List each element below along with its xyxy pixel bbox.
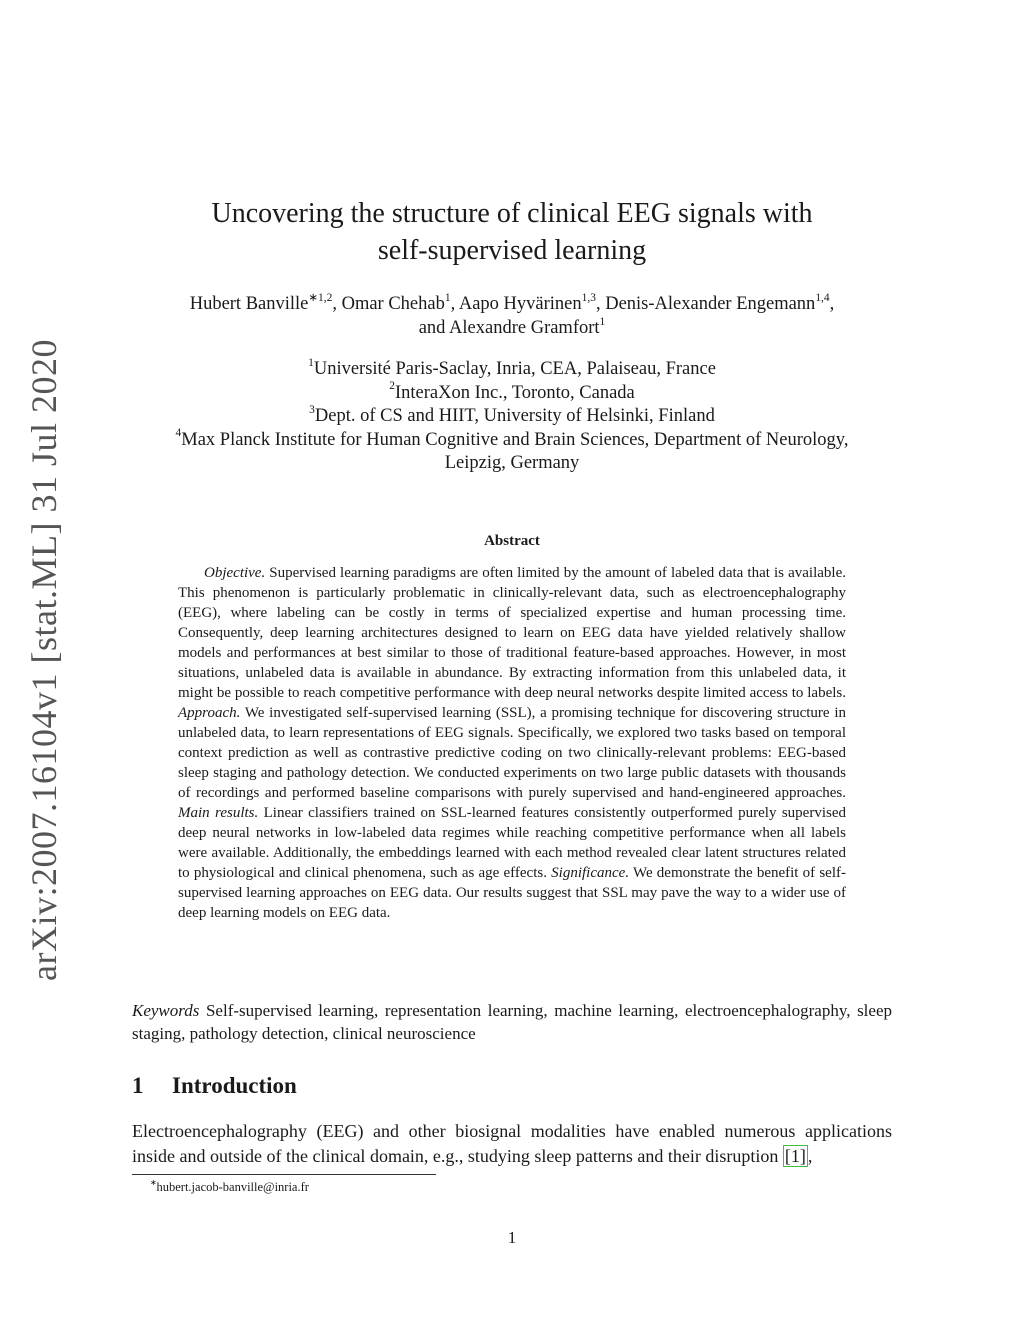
author-affil-sup: 1 xyxy=(444,291,451,304)
author-affil-sup: 1 xyxy=(599,315,606,328)
section-number: 1 xyxy=(132,1073,144,1098)
arxiv-identifier-stamp[interactable]: arXiv:2007.16104v1 [stat.ML] 31 Jul 2020 xyxy=(24,339,64,981)
author-separator: , xyxy=(332,294,342,314)
author-separator: , xyxy=(829,294,835,314)
footnote xyxy=(150,1180,309,1195)
title-line-2: self-supervised learning xyxy=(377,235,647,266)
affiliation-sup: 1 xyxy=(308,356,314,369)
affiliation-1 xyxy=(120,358,904,382)
citation-link[interactable]: [1] xyxy=(784,1146,806,1166)
author-name: Aapo Hyvärinen xyxy=(458,294,582,314)
affiliation-sup: 3 xyxy=(309,403,315,416)
abstract-approach-label: Approach. xyxy=(178,705,241,721)
abstract-objective-text: Supervised learning paradigms are often limited by the amount of labeled data that is available. This phenomenon is particularly problematic in clinically-relevant data, such as electroencephalography (EEG), where labeling can be costly in terms of specialized expertise and human processing time. Consequently, deep learning architectures designed to learn on EEG data have yielded relatively shallow models and performances at best similar to those of traditional feature-based approaches. However, in most situations, unlabeled data is available in abundance. By extracting information from this unlabeled data, it might be possible to reach competitive performance with deep neural networks despite limited access to labels. xyxy=(178,565,846,701)
author-name: Hubert Banville xyxy=(189,294,309,314)
keywords-label: Keywords xyxy=(132,1001,200,1020)
affiliation-text: InteraXon Inc., Toronto, Canada xyxy=(394,382,635,403)
author-separator: , xyxy=(595,294,606,314)
affiliation-text: Max Planck Institute for Human Cognitive and Brain Sciences, Department of Neurology, xyxy=(181,429,849,450)
author-affil-sup: ∗1,2 xyxy=(308,291,333,304)
keywords-text: Self-supervised learning, representation learning, machine learning, electroencephalography, sleep staging, pathology detection, clinical neuroscience xyxy=(132,1001,892,1043)
intro-text-after: , xyxy=(807,1146,813,1166)
affiliation-2 xyxy=(120,382,904,406)
author-affil-sup: 1,3 xyxy=(581,291,596,304)
affiliation-text: Université Paris-Saclay, Inria, CEA, Palaiseau, France xyxy=(313,359,716,379)
author-list xyxy=(120,292,904,340)
author-line-2 xyxy=(120,316,904,340)
abstract-significance-text: We demonstrate the benefit of self-supervised learning approaches on EEG data. Our results suggest that SSL may pave the way to a wider use of deep learning models on EEG data. xyxy=(178,865,846,921)
section-heading-introduction xyxy=(132,1073,297,1099)
author-name: Omar Chehab xyxy=(341,294,445,314)
affiliation-4-continued xyxy=(120,452,904,476)
abstract-results-label: Main results. xyxy=(178,805,259,821)
abstract-heading: Abstract xyxy=(484,533,540,549)
affiliation-4 xyxy=(120,429,904,453)
abstract-significance-label: Significance. xyxy=(551,865,630,881)
affiliation-text: Leipzig, Germany xyxy=(444,453,580,473)
author-name: and Alexandre Gramfort xyxy=(418,318,600,338)
introduction-paragraph xyxy=(132,1119,892,1169)
affiliation-3 xyxy=(120,405,904,429)
paper-title xyxy=(130,195,894,269)
abstract-approach-text: We investigated self-supervised learning (SSL), a promising technique for discovering structure in unlabeled data, to learn representations of EEG signals. Specifically, we explored two tasks based on temporal context prediction as well as contrastive predictive coding on two clinically-relevant problems: EEG-based sleep staging and pathology detection. We conducted experiments on two large public datasets with thousands of recordings and performed baseline comparisons with purely supervised and hand-engineered approaches. xyxy=(178,705,846,801)
author-separator: , xyxy=(450,294,459,314)
author-affil-sup: 1,4 xyxy=(815,291,830,304)
footnote-email: hubert.jacob-banville@inria.fr xyxy=(156,1180,309,1194)
keywords xyxy=(132,999,892,1045)
footnote-divider xyxy=(132,1174,436,1175)
abstract-body xyxy=(178,563,846,923)
affiliation-sup: 2 xyxy=(389,380,395,393)
page-number: 1 xyxy=(507,1228,517,1247)
affiliation-list xyxy=(120,358,904,476)
author-name: Denis-Alexander Engemann xyxy=(605,294,816,314)
affiliation-sup: 4 xyxy=(175,427,182,440)
abstract-objective-label: Objective. xyxy=(204,565,266,581)
intro-text: Electroencephalography (EEG) and other biosignal modalities have enabled numerous applications inside and outside of the clinical domain, e.g., studying sleep patterns and their disruption xyxy=(132,1121,892,1166)
footnote-mark: ∗ xyxy=(150,1178,157,1188)
section-title: Introduction xyxy=(172,1073,297,1098)
title-line-1: Uncovering the structure of clinical EEG signals with xyxy=(211,198,813,229)
author-line-1 xyxy=(120,292,904,316)
abstract-results-text: Linear classifiers trained on SSL-learned features consistently outperformed purely supervised deep neural networks in low-labeled data regimes while reaching competitive performance when all labels were available. Additionally, the embeddings learned with each method revealed clear latent structures related to physiological and clinical phenomena, such as age effects. xyxy=(178,805,846,881)
affiliation-text: Dept. of CS and HIIT, University of Helsinki, Finland xyxy=(314,406,715,426)
